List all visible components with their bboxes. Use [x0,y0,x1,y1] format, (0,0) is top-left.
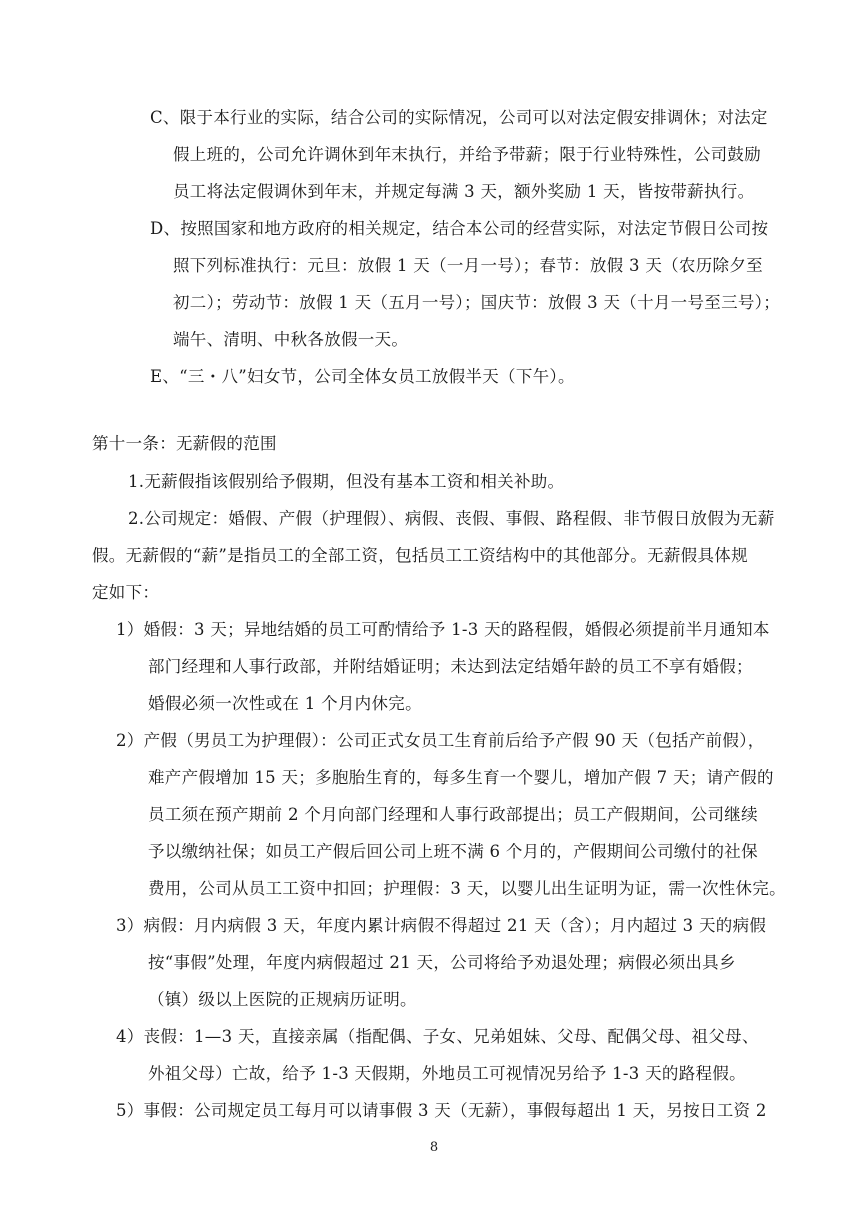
item-3-line-3: （镇）级以上医院的正规病历证明。 [148,990,417,1009]
item-4-line-1: 4）丧假：1—3 天，直接亲属（指配偶、子女、兄弟姐妹、父母、配偶父母、祖父母、 [116,1027,759,1046]
item-2-line-5: 费用，公司从员工工资中扣回；护理假：3 天，以婴儿出生证明为证，需一次性休完。 [148,879,786,898]
item-2-line-1: 2）产假（男员工为护理假）：公司正式女员工生育前后给予产假 90 天（包括产前假）， [116,731,765,750]
clause-d-line-2: 照下列标准执行：元旦：放假 1 天（一月一号）；春节：放假 3 天（农历除夕至 [173,256,763,275]
clause-e-line-1: E、“三・八”妇女节，公司全体女员工放假半天（下午）。 [150,367,575,386]
section-heading: 第十一条：无薪假的范围 [92,434,277,453]
paragraph-2-line-3: 定如下： [92,583,160,602]
item-5-line-1: 5）事假：公司规定员工每月可以请事假 3 天（无薪），事假每超出 1 天，另按日工资 2 [116,1101,767,1120]
item-1-line-3: 婚假必须一次性或在 1 个月内休完。 [148,694,422,713]
paragraph-2-line-2: 假。无薪假的“薪”是指员工的全部工资，包括员工工资结构中的其他部分。无薪假具体规 [92,546,748,565]
clause-c-line-3: 员工将法定假调休到年末，并规定每满 3 天，额外奖励 1 天，皆按带薪执行。 [173,182,755,201]
clause-d-line-4: 端午、清明、中秋各放假一天。 [173,330,409,349]
clause-d-line-3: 初二）；劳动节：放假 1 天（五月一号）；国庆节：放假 3 天（十月一号至三号）； [173,293,781,312]
item-3-line-2: 按“事假”处理，年度内病假超过 21 天，公司将给予劝退处理；病假必须出具乡 [148,953,736,972]
paragraph-2-line-1: 2.公司规定：婚假、产假（护理假）、病假、丧假、事假、路程假、非节假日放假为无薪 [128,509,775,528]
item-2-line-3: 员工须在预产期前 2 个月向部门经理和人事行政部提出；员工产假期间，公司继续 [148,805,758,824]
item-1-line-2: 部门经理和人事行政部，并附结婚证明；未达到法定结婚年龄的员工不享有婚假； [148,657,753,676]
clause-c-line-1: C、限于本行业的实际，结合公司的实际情况，公司可以对法定假安排调休；对法定 [150,108,768,127]
item-4-line-2: 外祖父母）亡故，给予 1-3 天假期，外地员工可视情况另给予 1-3 天的路程假。 [148,1064,746,1083]
page-number: 8 [429,1140,439,1155]
clause-c-line-2: 假上班的，公司允许调休到年末执行，并给予带薪；限于行业特殊性，公司鼓励 [173,145,761,164]
clause-d-line-1: D、按照国家和地方政府的相关规定，结合本公司的经营实际，对法定节假日公司按 [150,219,769,238]
paragraph-1: 1.无薪假指该假别给予假期，但没有基本工资和相关补助。 [128,472,565,491]
item-1-line-1: 1）婚假：3 天；异地结婚的员工可酌情给予 1-3 天的路程假，婚假必须提前半月通知本 [116,620,770,639]
item-2-line-4: 予以缴纳社保；如员工产假后回公司上班不满 6 个月的，产假期间公司缴付的社保 [148,842,758,861]
item-3-line-1: 3）病假：月内病假 3 天，年度内累计病假不得超过 21 天（含）；月内超过 3 天的病假 [116,916,767,935]
item-2-line-2: 难产产假增加 15 天；多胞胎生育的，每多生育一个婴儿，增加产假 7 天；请产假的 [148,768,774,787]
